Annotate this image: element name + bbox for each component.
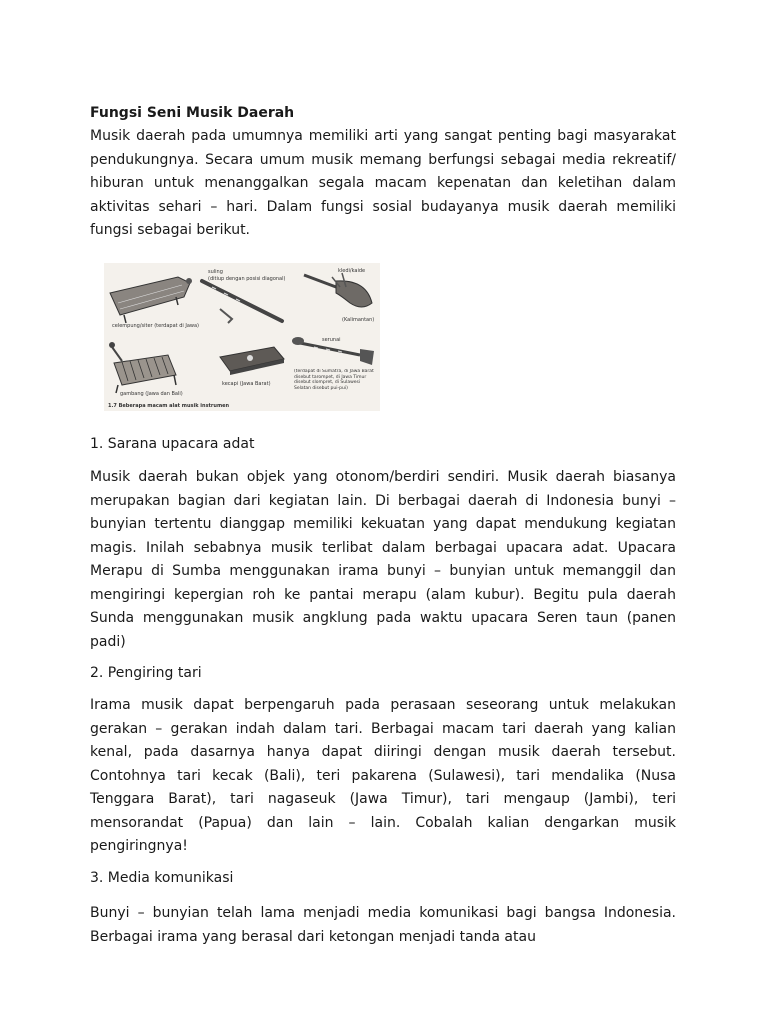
section-1-heading: 1. Sarana upacara adat bbox=[90, 436, 255, 452]
intro-block bbox=[90, 101, 676, 243]
section-2-heading: 2. Pengiring tari bbox=[90, 665, 202, 681]
document-title: Fungsi Seni Musik Daerah bbox=[90, 105, 295, 121]
label-suling-note: (ditiup dengan posisi diagonal) bbox=[208, 276, 286, 282]
section-2-body: Irama musik dapat berpengaruh pada perasaan seseorang untuk melakukan gerakan – gerakan indah dalam tari. Berbagai macam tari daerah yang kalian kenal, pada dasarnya hanya dapat diiringi dengan musik daerah tersebut. Contohnya tari kecak (Bali), teri pakarena (Sulawesi), tari mendalika (Nusa Tenggara Barat), tari nagaseuk (Jawa Timur), tari mengaup (Jambi), teri mensorandat (Papua) dan lain – lain. Cobalah kalian dengarkan musik pengiringnya! bbox=[90, 697, 676, 854]
label-gambang: gambang (Jawa dan Bali) bbox=[120, 391, 183, 397]
label-serunai-note-wrap bbox=[294, 369, 378, 409]
label-suling: suling bbox=[208, 269, 223, 275]
intro-paragraph: Musik daerah pada umumnya memiliki arti yang sangat penting bagi masyarakat pendukungnya. Secara umum musik memang berfungsi sebagai media rekreatif/ hiburan untuk menanggalkan segala macam kepenatan dan keletihan dalam aktivitas sehari – hari. Dalam fungsi sosial budayanya musik daerah memiliki fungsi sebagai berikut. bbox=[90, 128, 676, 238]
label-serunai-note: (terdapat di Sumatra, di Jawa Barat disebut tarompet, di Jawa Timur disebut slompret, di Sulawesi Selatan disebut pui-pui) bbox=[294, 369, 374, 391]
section-3-heading: 3. Media komunikasi bbox=[90, 870, 234, 886]
label-kecapi: kecapi (Jawa Barat) bbox=[222, 381, 271, 387]
label-kalimantan: (Kalimantan) bbox=[342, 317, 375, 323]
instruments-figure bbox=[104, 263, 380, 411]
label-kledi: kledi/kaide bbox=[338, 268, 366, 274]
section-1-body: Musik daerah bukan objek yang otonom/berdiri sendiri. Musik daerah biasanya merupakan bagian dari kegiatan lain. Di berbagai daerah di Indonesia bunyi – bunyian tertentu dianggap memiliki kekuatan yang dapat mendukung kegiatan magis. Inilah sebabnya musik terlibat dalam berbagai upacara adat. Upacara Merapu di Sumba menggunakan irama bunyi – bunyian untuk memanggil dan mengiringi kepergian roh ke pantai merapu (alam kubur). Begitu pula daerah Sunda menggunakan musik angklung pada waktu upacara Seren taun (panen padi) bbox=[90, 469, 676, 650]
label-serunai: serunai bbox=[322, 337, 341, 343]
figure-caption: 1.7 Beberapa macam alat musik instrumen bbox=[108, 403, 230, 409]
section-3-body: Bunyi – bunyian telah lama menjadi media komunikasi bagi bangsa Indonesia. Berbagai irama yang berasal dari ketongan menjadi tanda atau bbox=[90, 905, 676, 945]
label-celempung: celempung/siter (terdapat di Jawa) bbox=[112, 323, 199, 329]
